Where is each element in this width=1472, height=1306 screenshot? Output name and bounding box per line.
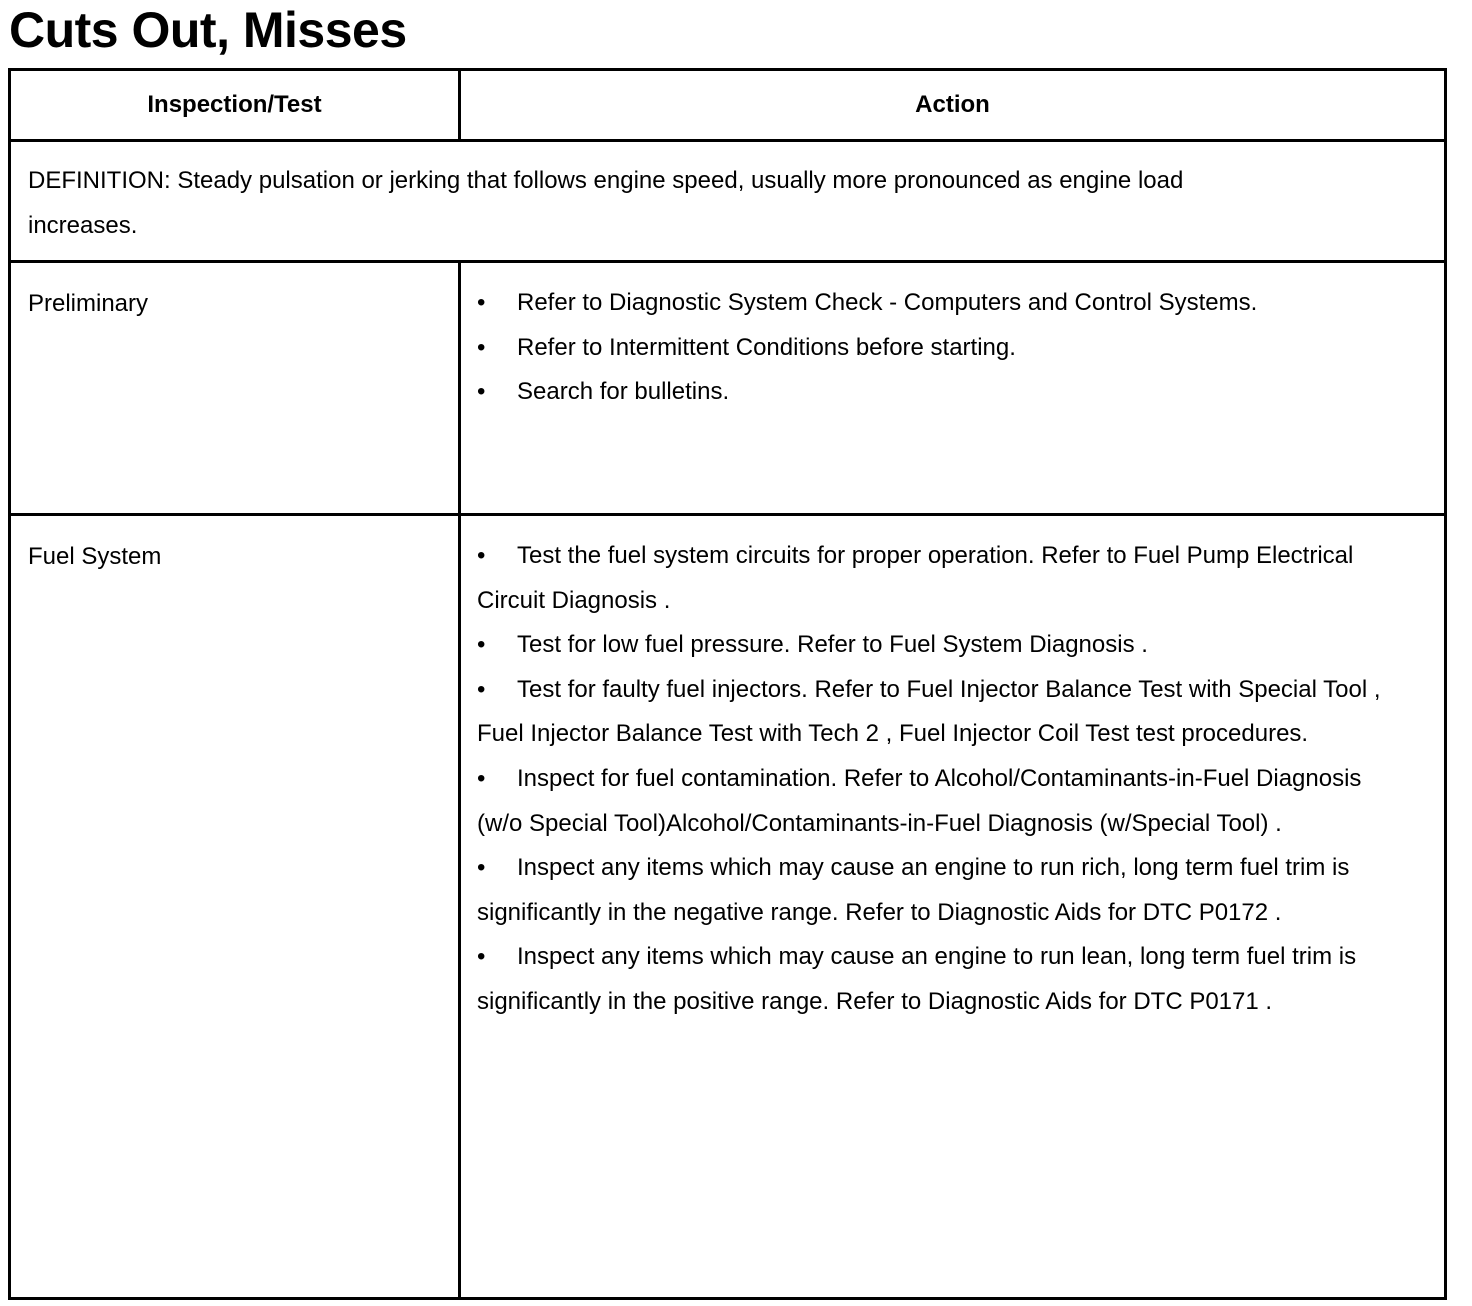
bullet-icon: • bbox=[477, 675, 486, 703]
action-item bbox=[477, 326, 1384, 371]
table-row-fuel-system bbox=[10, 515, 1446, 1299]
page-title: Cuts Out, Misses bbox=[9, 2, 407, 58]
header-inspection-test: Inspection/Test bbox=[10, 70, 460, 141]
row-label-preliminary: Preliminary bbox=[28, 290, 149, 317]
action-text: Refer to Diagnostic System Check - Computers and Control Systems. bbox=[517, 289, 1258, 316]
definition-text: DEFINITION: Steady pulsation or jerking that follows engine speed, usually more pronounced as engine load increases. bbox=[28, 167, 1184, 239]
action-text: Inspect any items which may cause an engine to run rich, long term fuel trim is significantly in the negative range. Refer to Diagnostic Aids for DTC P0172 . bbox=[477, 854, 1350, 926]
action-text: Inspect any items which may cause an engine to run lean, long term fuel trim is significantly in the positive range. Refer to Diagnostic Aids for DTC P0171 . bbox=[477, 943, 1357, 1015]
bullet-icon: • bbox=[477, 631, 486, 659]
action-item bbox=[477, 757, 1384, 846]
action-list-fuel-system bbox=[461, 516, 1444, 1025]
bullet-icon: • bbox=[477, 854, 486, 882]
table-row-preliminary bbox=[10, 262, 1446, 515]
header-action: Action bbox=[460, 70, 1446, 141]
table-header-row bbox=[10, 70, 1446, 141]
action-item bbox=[477, 370, 1384, 415]
action-list-preliminary bbox=[461, 263, 1444, 415]
bullet-icon: • bbox=[477, 764, 486, 792]
diagnostic-table bbox=[8, 68, 1447, 1300]
action-text: Test for faulty fuel injectors. Refer to Fuel Injector Balance Test with Special Tool , Fuel Injector Balance Test with Tech 2 , Fuel Injector Coil Test test procedures. bbox=[477, 675, 1381, 748]
bullet-icon: • bbox=[477, 333, 486, 361]
action-item bbox=[477, 935, 1384, 1024]
action-text: Search for bulletins. bbox=[517, 378, 730, 406]
action-item bbox=[477, 534, 1384, 623]
action-item bbox=[477, 846, 1384, 935]
action-item bbox=[477, 623, 1384, 668]
action-text: Inspect for fuel contamination. Refer to Alcohol/Contaminants-in-Fuel Diagnosis (w/o Special Tool)Alcohol/Contaminants-in-Fuel Diagnosis (w/Special Tool) . bbox=[477, 764, 1362, 837]
action-item bbox=[477, 668, 1384, 757]
action-text: Test the fuel system circuits for proper operation. Refer to Fuel Pump Electrical Circuit Diagnosis . bbox=[477, 542, 1354, 614]
bullet-icon: • bbox=[477, 943, 486, 971]
action-text: Test for low fuel pressure. Refer to Fuel System Diagnosis . bbox=[517, 631, 1148, 659]
bullet-icon: • bbox=[477, 378, 486, 406]
bullet-icon: • bbox=[477, 542, 486, 569]
bullet-icon: • bbox=[477, 289, 486, 316]
row-label-fuel-system: Fuel System bbox=[28, 543, 162, 570]
definition-row bbox=[10, 141, 1446, 262]
action-text: Refer to Intermittent Conditions before starting. bbox=[517, 333, 1016, 361]
action-item bbox=[477, 281, 1384, 326]
